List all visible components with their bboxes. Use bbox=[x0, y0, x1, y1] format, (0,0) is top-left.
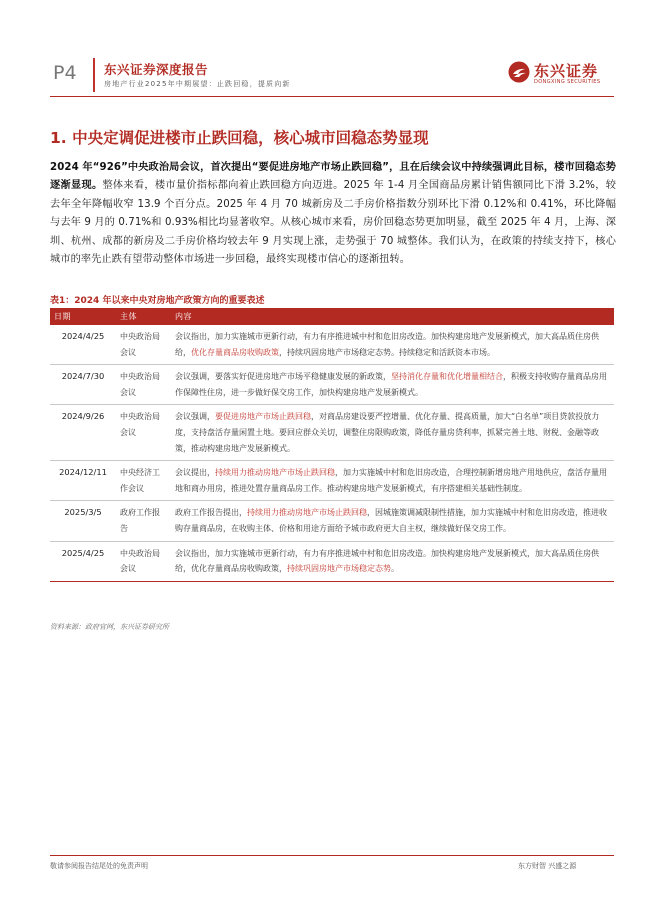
paragraph-lead-bold: 2024 年“926”中央政治局会议，首次提出“要促进房地产市场止跌回稳”，且在后续会议中持续强调此目标，楼市回稳态势逐渐显现。 bbox=[50, 162, 616, 192]
content-highlight: 持续用力推动房地产市场止跌回稳 bbox=[247, 508, 367, 518]
content-highlight: 要促进房地产市场止跌回稳 bbox=[215, 412, 311, 422]
table-row bbox=[50, 461, 614, 501]
logo-text-cn: 东兴证券 bbox=[534, 62, 599, 80]
report-subtitle: 房地产行业2025年中期展望：止跌回稳，提质向新 bbox=[104, 80, 291, 88]
paragraph-body: 整体来看，楼市量价指标都向着止跌回稳方向迈进。2025 年 1-4 月全国商品房累计销售额同比下滑 3.2%，较去年全年降幅收窄 13.9 个百分点。2025 年 4 月 70 城新房及二手房价格指数分别环比下滑 0.12%和 0.41%，环比降幅与去年 9 月的 0.71%和 0.93%相比均显著收窄。从核心城市来看，房价回稳态势更加明显，截至 2025 年 4 月，上海、深圳、杭州、成都的新房及二手房价格均较去年 9 月实现上涨，走势强于 70 城整体。我们认为，在政策的持续支持下，核心城市的率先止跌有望带动整体市场进一步回稳，最终实现楼市信心的逐渐扭转。 bbox=[50, 180, 617, 266]
cell-content bbox=[171, 461, 614, 501]
table-row bbox=[50, 405, 614, 461]
cell-date: 2025/3/5 bbox=[50, 501, 116, 541]
section-title: 1. 中央定调促进楼市止跌回稳，核心城市回稳态势显现 bbox=[50, 129, 429, 147]
content-text: 会议指出，加力实施城市更新行动，有力有序推进城中村和危旧房改造。加快构建房地产发展新模式，加大高品质住房供给，优化存量商品房收购政策， bbox=[175, 548, 599, 574]
cell-subject: 中央政治局会议 bbox=[116, 541, 171, 581]
table-row bbox=[50, 501, 614, 541]
content-text: ，对商品房建设要严控增量、优化存量、提高质量，加大“白名单”项目贷款投放力度，支持盘活存量闲置土地。要回应群众关切，调整住房限购政策，降低存量房贷利率，抓紧完善土地、财税、金融等政策，推动构建房地产发展新模式。 bbox=[175, 412, 600, 453]
logo-mark-icon bbox=[508, 61, 530, 83]
cell-date: 2025/4/25 bbox=[50, 541, 116, 581]
cell-date: 2024/4/25 bbox=[50, 325, 116, 365]
footer-rule bbox=[50, 855, 614, 856]
footer-slogan: 东方财智 兴盛之源 bbox=[518, 862, 577, 870]
content-text: 会议指出，加力实施城市更新行动，有力有序推进城中村和危旧房改造。加快构建房地产发展新模式，加大高品质住房供给， bbox=[175, 332, 599, 357]
logo-text-en: DONGXING SECURITIES bbox=[534, 79, 601, 85]
cell-subject: 政府工作报告 bbox=[116, 501, 171, 541]
content-text: ，积极支持收购存量商品房用作保障性住房，进一步做好保交房工作，加快构建房地产发展新模式。 bbox=[175, 372, 607, 397]
cell-content bbox=[171, 365, 614, 405]
table-header-row bbox=[50, 308, 614, 325]
page-header bbox=[0, 0, 662, 100]
header-divider bbox=[93, 58, 95, 92]
body-paragraph bbox=[50, 159, 616, 269]
cell-subject: 中央经济工作会议 bbox=[116, 461, 171, 501]
content-highlight: 优化存量商品房收购政策 bbox=[191, 347, 279, 357]
cell-content bbox=[171, 405, 614, 461]
cell-subject: 中央政治局会议 bbox=[116, 365, 171, 405]
content-text: 政府工作报告提出， bbox=[175, 508, 247, 518]
column-header-date: 日期 bbox=[50, 308, 116, 325]
table-row bbox=[50, 541, 614, 581]
column-header-subject: 主体 bbox=[116, 308, 171, 325]
content-highlight: 持续巩固房地产市场稳定态势 bbox=[287, 564, 391, 574]
content-highlight: 持续用力推动房地产市场止跌回稳 bbox=[215, 468, 335, 478]
report-title: 东兴证券深度报告 bbox=[104, 62, 209, 77]
page-number: P4 bbox=[53, 62, 77, 84]
content-text: 会议强调， bbox=[175, 412, 215, 422]
cell-date: 2024/12/11 bbox=[50, 461, 116, 501]
company-logo bbox=[508, 60, 618, 90]
policy-table bbox=[50, 308, 614, 582]
content-text: 。 bbox=[391, 564, 399, 574]
cell-content bbox=[171, 325, 614, 365]
cell-subject: 中央政治局会议 bbox=[116, 405, 171, 461]
content-highlight: 坚持消化存量和优化增量相结合 bbox=[391, 372, 503, 382]
table-source-note: 资料来源：政府官网，东兴证券研究所 bbox=[50, 623, 169, 631]
content-text: 会议强调，要落实好促进房地产市场平稳健康发展的新政策， bbox=[175, 372, 391, 382]
cell-date: 2024/7/30 bbox=[50, 365, 116, 405]
content-text: 会议提出， bbox=[175, 468, 215, 478]
content-text: ，持续巩固房地产市场稳定态势。持续稳定和活跃资本市场。 bbox=[279, 347, 495, 357]
column-header-content: 内容 bbox=[171, 308, 614, 325]
table-row bbox=[50, 325, 614, 365]
cell-content bbox=[171, 501, 614, 541]
content-text: ，加力实施城中村和危旧房改造，合理控制新增房地产用地供应，盘活存量用地和商办用房，推进处置存量商品房工作。推动构建房地产发展新模式，有序搭建相关基础性制度。 bbox=[175, 468, 607, 493]
content-text: ，因城施策调减限制性措施，加力实施城中村和危旧房改造，推进收购存量商品房，在收购主体、价格和用途方面给予城市政府更大自主权，继续做好保交房工作。 bbox=[175, 508, 607, 533]
footer-disclaimer: 敬请参阅报告结尾处的免责声明 bbox=[50, 862, 148, 870]
cell-content bbox=[171, 541, 614, 581]
table-caption: 表1：2024 年以来中央对房地产政策方向的重要表述 bbox=[50, 296, 265, 306]
cell-date: 2024/9/26 bbox=[50, 405, 116, 461]
cell-subject: 中央政治局会议 bbox=[116, 325, 171, 365]
table-row bbox=[50, 365, 614, 405]
header-rule bbox=[50, 96, 614, 97]
